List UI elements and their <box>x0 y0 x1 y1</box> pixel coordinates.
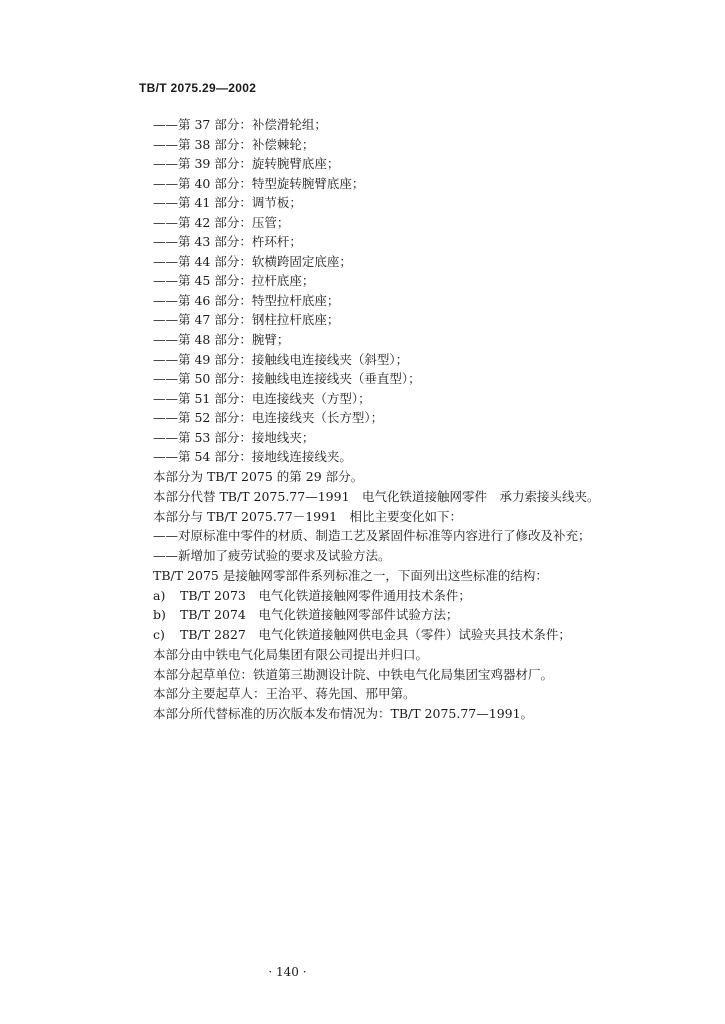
list-item: ——第 54 部分：接地线连接线夹。 <box>153 449 352 465</box>
list-item: ——第 42 部分：压管； <box>153 214 290 230</box>
list-item: ——第 48 部分：腕臂； <box>153 332 290 348</box>
item-text: TB/T 2827 电气化铁道接触网供电金具（零件）试验夹具技术条件； <box>180 627 571 642</box>
list-item: ——第 39 部分：旋转腕臂底座； <box>153 156 340 172</box>
list-item: ——第 53 部分：接地线夹； <box>153 429 315 445</box>
list-item: ——第 43 部分：杵环杆； <box>153 234 302 250</box>
item-text: TB/T 2074 电气化铁道接触网零部件试验方法； <box>180 607 459 623</box>
list-item: ——第 41 部分：调节板； <box>153 195 302 211</box>
list-item: ——第 45 部分：拉杆底座； <box>153 273 315 289</box>
part-statement: 本部分为 TB/T 2075 的第 29 部分。 <box>153 469 364 484</box>
list-item: ——第 37 部分：补偿滑轮组； <box>153 117 327 132</box>
structure-item <box>153 605 633 625</box>
series-intro: TB/T 2075 是接触网零部件系列标准之一，下面列出这些标准的结构： <box>153 567 548 583</box>
version-history: 本部分所代替标准的历次版本发布情况为：TB/T 2075.77—1991。 <box>153 706 534 721</box>
list-item: ——第 47 部分：钢柱拉杆底座； <box>153 312 340 328</box>
structure-item <box>153 625 633 645</box>
list-item: ——第 40 部分：特型旋转腕臂底座； <box>153 175 365 191</box>
item-marker: c) <box>153 627 165 642</box>
changes-intro: 本部分与 TB/T 2075.77－1991 相比主要变化如下： <box>153 508 463 524</box>
proposed-by: 本部分由中铁电气化局集团有限公司提出并归口。 <box>153 646 429 662</box>
list-item: ——第 46 部分：特型拉杆底座； <box>153 292 340 308</box>
replaces-statement: 本部分代替 TB/T 2075.77—1991 电气化铁道接触网零件 承力索接头线夹。 <box>153 488 600 504</box>
list-item: ——第 50 部分：接触线电连接线夹（垂直型）； <box>153 371 421 387</box>
list-item: ——第 51 部分：电连接线夹（方型）； <box>153 390 371 406</box>
item-text: TB/T 2073 电气化铁道接触网零件通用技术条件； <box>180 587 471 603</box>
list-item: ——第 49 部分：接触线电连接线夹（斜型）； <box>153 351 409 367</box>
structure-item <box>153 586 633 606</box>
change-item: ——对原标准中零件的材质、制造工艺及紧固件标准等内容进行了修改及补充； <box>153 528 591 544</box>
page-number: · 140 · <box>268 965 307 979</box>
change-item: ——新增加了疲劳试验的要求及试验方法。 <box>153 548 391 563</box>
drafting-units: 本部分起草单位：铁道第三勘测设计院、中铁电气化局集团宝鸡器材厂。 <box>153 666 554 682</box>
item-marker: a) <box>153 587 166 603</box>
list-item: ——第 44 部分：软横跨固定底座； <box>153 253 352 269</box>
standard-code-header: TB/T 2075.29—2002 <box>139 81 257 95</box>
page-footer <box>0 965 725 979</box>
list-item: ——第 38 部分：补偿棘轮； <box>153 136 315 152</box>
foreword-body <box>153 467 633 724</box>
parts-list <box>153 115 421 467</box>
list-item: ——第 52 部分：电连接线夹（长方型）； <box>153 410 384 426</box>
item-marker: b) <box>153 607 166 623</box>
drafters: 本部分主要起草人：王治平、蒋先国、邢甲第。 <box>153 686 416 702</box>
